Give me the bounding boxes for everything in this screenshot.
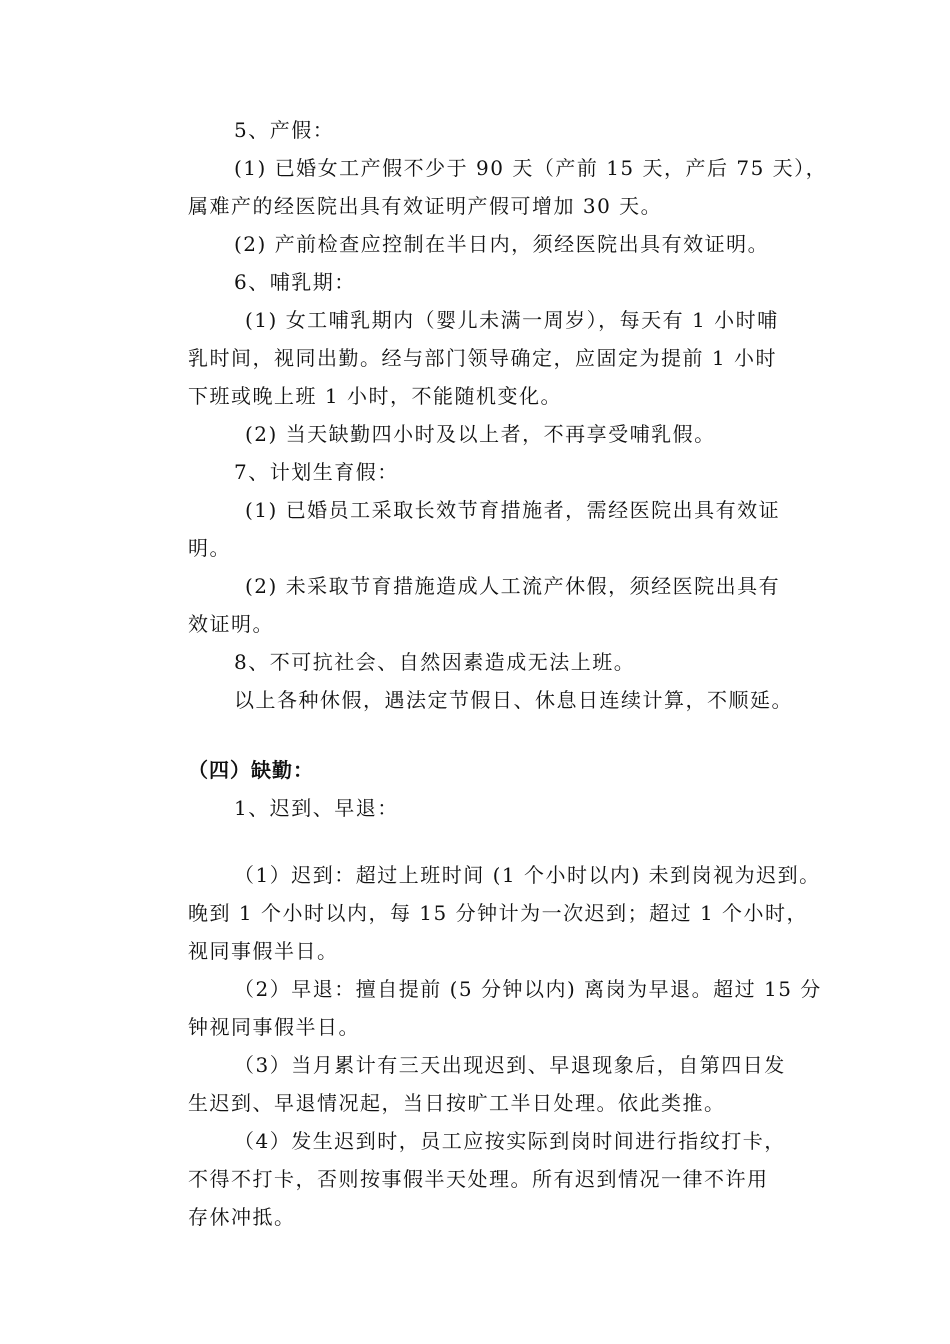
section-4-absence-heading: （四）缺勤： [188, 758, 314, 782]
family-planning-clause-1: (1) 已婚员工采取长效节育措施者，需经医院出具有效证 [245, 498, 781, 522]
item-5-maternity-leave: 5、产假： [234, 118, 335, 142]
nursing-clause-2: (2) 当天缺勤四小时及以上者，不再享受哺乳假。 [245, 422, 716, 446]
late-clause-1-cont-b: 视同事假半日。 [188, 939, 339, 963]
nursing-clause-1-cont-b: 下班或晚上班 1 小时，不能随机变化。 [188, 384, 562, 408]
maternity-clause-2: (2) 产前检查应控制在半日内，须经医院出具有效证明。 [234, 232, 770, 256]
item-8-force-majeure: 8、不可抗社会、自然因素造成无法上班。 [234, 650, 636, 674]
maternity-clause-1-cont: 属难产的经医院出具有效证明产假可增加 30 天。 [188, 194, 663, 218]
cumulative-late-clause-3: （3）当月累计有三天出现迟到、早退现象后，自第四日发 [234, 1053, 786, 1077]
fingerprint-clause-4-cont-b: 存休冲抵。 [188, 1205, 296, 1229]
maternity-clause-1: (1) 已婚女工产假不少于 90 天（产前 15 天，产后 75 天）， [234, 156, 828, 180]
late-clause-1: （1）迟到：超过上班时间 (1 个小时以内) 未到岗视为迟到。 [234, 863, 821, 887]
nursing-clause-1-cont-a: 乳时间，视同出勤。经与部门领导确定，应固定为提前 1 小时 [188, 346, 777, 370]
early-leave-clause-2-cont: 钟视同事假半日。 [188, 1015, 360, 1039]
item-1-late-early-leave: 1、迟到、早退： [234, 796, 399, 820]
family-planning-clause-1-cont: 明。 [188, 536, 231, 560]
cumulative-late-clause-3-cont: 生迟到、早退情况起，当日按旷工半日处理。依此类推。 [188, 1091, 726, 1115]
fingerprint-clause-4: （4）发生迟到时，员工应按实际到岗时间进行指纹打卡， [234, 1129, 786, 1153]
item-7-family-planning-leave: 7、计划生育假： [234, 460, 399, 484]
fingerprint-clause-4-cont-a: 不得不打卡，否则按事假半天处理。所有迟到情况一律不许用 [188, 1167, 769, 1191]
family-planning-clause-2: (2) 未采取节育措施造成人工流产休假，须经医院出具有 [245, 574, 781, 598]
nursing-clause-1: (1) 女工哺乳期内（婴儿未满一周岁），每天有 1 小时哺 [245, 308, 779, 332]
early-leave-clause-2: （2）早退：擅自提前 (5 分钟以内) 离岗为早退。超过 15 分 [234, 977, 822, 1001]
item-6-nursing-period: 6、哺乳期： [234, 270, 356, 294]
late-clause-1-cont-a: 晚到 1 个小时以内，每 15 分钟计为一次迟到；超过 1 个小时， [188, 901, 809, 925]
leave-summary-note: 以上各种休假，遇法定节假日、休息日连续计算，不顺延。 [234, 688, 793, 712]
family-planning-clause-2-cont: 效证明。 [188, 612, 274, 636]
